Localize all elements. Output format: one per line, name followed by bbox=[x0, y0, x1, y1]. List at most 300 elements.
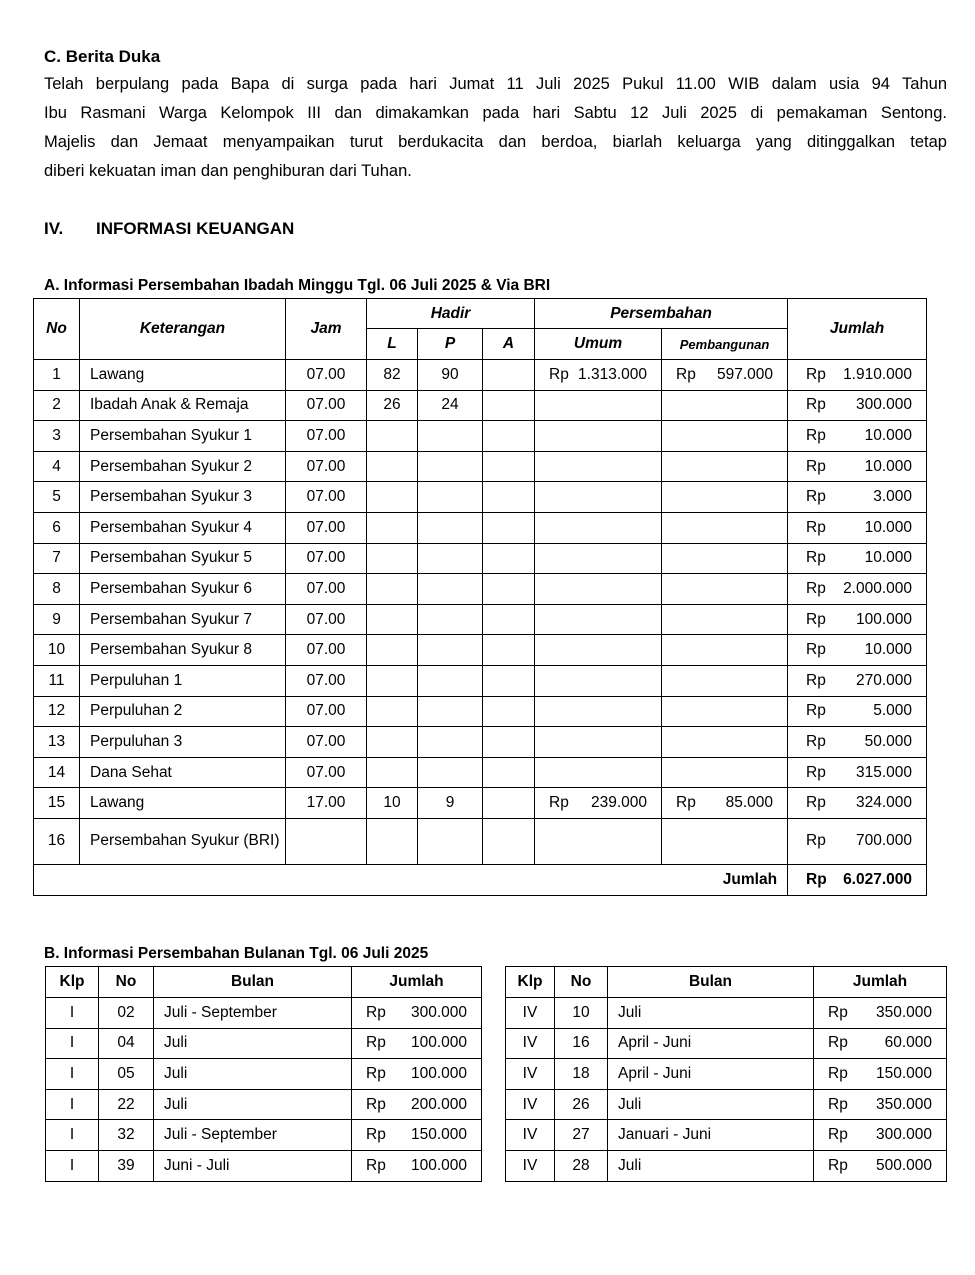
cell-pembangunan bbox=[662, 360, 788, 391]
header-jumlah: Jumlah bbox=[788, 299, 927, 360]
cell-no: 4 bbox=[34, 451, 80, 482]
cell-p: 90 bbox=[418, 360, 483, 391]
cell-l bbox=[367, 635, 418, 666]
header-hadir: Hadir bbox=[367, 299, 535, 329]
cell-a bbox=[483, 788, 535, 819]
currency-label: Rp bbox=[806, 794, 826, 812]
cell-no: 18 bbox=[555, 1059, 608, 1090]
cell-l bbox=[367, 482, 418, 513]
amount-value: 300.000 bbox=[410, 1003, 467, 1021]
cell-jumlah bbox=[788, 635, 927, 666]
table-row bbox=[34, 543, 927, 574]
table-row bbox=[34, 512, 927, 543]
cell-a bbox=[483, 421, 535, 452]
header-klp: Klp bbox=[506, 967, 555, 998]
cell-jumlah bbox=[788, 665, 927, 696]
cell-no: 3 bbox=[34, 421, 80, 452]
currency-label: Rp bbox=[806, 365, 826, 383]
table-row bbox=[46, 1059, 482, 1090]
persembahan-bulanan-table-left bbox=[45, 966, 482, 1182]
currency-label: Rp bbox=[806, 610, 826, 628]
currency-label: Rp bbox=[828, 1156, 848, 1174]
cell-jumlah bbox=[352, 1028, 482, 1059]
cell-pembangunan bbox=[662, 390, 788, 421]
cell-bulan: Januari - Juni bbox=[608, 1120, 814, 1151]
cell-klp: IV bbox=[506, 1120, 555, 1151]
cell-p: 24 bbox=[418, 390, 483, 421]
cell-a bbox=[483, 482, 535, 513]
cell-a bbox=[483, 360, 535, 391]
cell-bulan: Juli - September bbox=[154, 998, 352, 1029]
total-label: Jumlah bbox=[34, 864, 788, 895]
table-a-body bbox=[34, 360, 927, 865]
cell-p bbox=[418, 757, 483, 788]
cell-klp: I bbox=[46, 1150, 99, 1181]
cell-jumlah bbox=[788, 727, 927, 758]
cell-bulan: April - Juni bbox=[608, 1059, 814, 1090]
cell-p bbox=[418, 696, 483, 727]
currency-label: Rp bbox=[828, 1003, 848, 1021]
amount-value: 150.000 bbox=[410, 1126, 467, 1144]
cell-a bbox=[483, 543, 535, 574]
table-row bbox=[34, 360, 927, 391]
amount-value: 10.000 bbox=[864, 549, 913, 567]
cell-pembangunan bbox=[662, 696, 788, 727]
cell-a bbox=[483, 390, 535, 421]
total-value: 6.027.000 bbox=[843, 870, 913, 888]
cell-jumlah bbox=[788, 512, 927, 543]
section-number: IV. bbox=[44, 219, 64, 238]
cell-umum bbox=[535, 757, 662, 788]
cell-jam: 07.00 bbox=[286, 360, 367, 391]
cell-klp: IV bbox=[506, 1059, 555, 1090]
cell-jumlah bbox=[788, 482, 927, 513]
cell-pembangunan bbox=[662, 543, 788, 574]
amount-value: 300.000 bbox=[856, 396, 913, 414]
cell-pembangunan bbox=[662, 451, 788, 482]
table-b-title: B. Informasi Persembahan Bulanan Tgl. 06 Juli 2025 bbox=[44, 945, 429, 962]
cell-jumlah bbox=[788, 574, 927, 605]
cell-jam: 07.00 bbox=[286, 757, 367, 788]
cell-a bbox=[483, 574, 535, 605]
cell-bulan: Juli bbox=[608, 998, 814, 1029]
header-no: No bbox=[555, 967, 608, 998]
cell-a bbox=[483, 818, 535, 864]
header-keterangan: Keterangan bbox=[80, 299, 286, 360]
cell-keterangan: Persembahan Syukur 5 bbox=[80, 543, 286, 574]
cell-no: 11 bbox=[34, 665, 80, 696]
table-row bbox=[34, 482, 927, 513]
cell-jam: 07.00 bbox=[286, 604, 367, 635]
amount-value: 300.000 bbox=[875, 1126, 932, 1144]
cell-pembangunan bbox=[662, 727, 788, 758]
cell-l bbox=[367, 818, 418, 864]
currency-label: Rp bbox=[676, 794, 696, 812]
cell-p bbox=[418, 512, 483, 543]
cell-keterangan: Persembahan Syukur 1 bbox=[80, 421, 286, 452]
cell-klp: IV bbox=[506, 998, 555, 1029]
currency-label: Rp bbox=[806, 549, 826, 567]
cell-p bbox=[418, 818, 483, 864]
cell-p bbox=[418, 543, 483, 574]
cell-keterangan: Perpuluhan 1 bbox=[80, 665, 286, 696]
currency-label: Rp bbox=[806, 641, 826, 659]
cell-p bbox=[418, 451, 483, 482]
table-row bbox=[34, 604, 927, 635]
cell-keterangan: Dana Sehat bbox=[80, 757, 286, 788]
header-bulan: Bulan bbox=[608, 967, 814, 998]
currency-label: Rp bbox=[366, 1064, 386, 1082]
cell-keterangan: Persembahan Syukur (BRI) bbox=[80, 818, 286, 864]
cell-keterangan: Persembahan Syukur 6 bbox=[80, 574, 286, 605]
amount-value: 50.000 bbox=[864, 732, 913, 750]
table-b-left-body bbox=[46, 998, 482, 1182]
cell-a bbox=[483, 604, 535, 635]
currency-label: Rp bbox=[366, 1156, 386, 1174]
cell-l bbox=[367, 665, 418, 696]
header-p: P bbox=[418, 329, 483, 360]
cell-keterangan: Persembahan Syukur 8 bbox=[80, 635, 286, 666]
amount-value: 10.000 bbox=[864, 641, 913, 659]
cell-pembangunan bbox=[662, 788, 788, 819]
cell-l: 10 bbox=[367, 788, 418, 819]
persembahan-ibadah-table bbox=[33, 298, 927, 896]
header-jumlah: Jumlah bbox=[814, 967, 947, 998]
currency-label: Rp bbox=[806, 702, 826, 720]
table-row bbox=[34, 665, 927, 696]
cell-a bbox=[483, 512, 535, 543]
cell-bulan: Juli bbox=[608, 1150, 814, 1181]
currency-label: Rp bbox=[366, 1095, 386, 1113]
amount-value: 10.000 bbox=[864, 457, 913, 475]
cell-l bbox=[367, 512, 418, 543]
cell-jumlah bbox=[352, 1059, 482, 1090]
amount-value: 239.000 bbox=[590, 794, 648, 812]
cell-jumlah bbox=[788, 390, 927, 421]
table-b-right-body bbox=[506, 998, 947, 1182]
cell-no: 32 bbox=[99, 1120, 154, 1151]
cell-no: 6 bbox=[34, 512, 80, 543]
table-row bbox=[506, 1120, 947, 1151]
cell-pembangunan bbox=[662, 757, 788, 788]
amount-value: 100.000 bbox=[410, 1034, 467, 1052]
currency-label: Rp bbox=[828, 1034, 848, 1052]
cell-jumlah bbox=[788, 696, 927, 727]
cell-p bbox=[418, 604, 483, 635]
berita-duka-line: Majelis dan Jemaat menyampaikan turut berdukacita dan berdoa, biarlah keluarga yang ditinggalkan tetap bbox=[44, 133, 947, 151]
table-row bbox=[34, 757, 927, 788]
header-l: L bbox=[367, 329, 418, 360]
cell-bulan: Juli bbox=[154, 1059, 352, 1090]
cell-jumlah bbox=[814, 1150, 947, 1181]
cell-umum bbox=[535, 421, 662, 452]
table-row bbox=[46, 1120, 482, 1151]
amount-value: 270.000 bbox=[856, 671, 913, 689]
currency-label: Rp bbox=[806, 763, 826, 781]
cell-umum bbox=[535, 574, 662, 605]
cell-l bbox=[367, 757, 418, 788]
cell-no: 16 bbox=[555, 1028, 608, 1059]
cell-jam: 07.00 bbox=[286, 635, 367, 666]
cell-pembangunan bbox=[662, 574, 788, 605]
table-row bbox=[34, 635, 927, 666]
amount-value: 100.000 bbox=[410, 1156, 467, 1174]
cell-jam: 07.00 bbox=[286, 421, 367, 452]
cell-no: 27 bbox=[555, 1120, 608, 1151]
cell-klp: I bbox=[46, 998, 99, 1029]
currency-label: Rp bbox=[366, 1003, 386, 1021]
currency-label: Rp bbox=[828, 1064, 848, 1082]
cell-jumlah bbox=[788, 788, 927, 819]
cell-no: 2 bbox=[34, 390, 80, 421]
table-row bbox=[506, 1059, 947, 1090]
cell-no: 15 bbox=[34, 788, 80, 819]
cell-no: 04 bbox=[99, 1028, 154, 1059]
amount-value: 3.000 bbox=[873, 488, 913, 506]
cell-p bbox=[418, 421, 483, 452]
table-row bbox=[34, 574, 927, 605]
cell-jam: 07.00 bbox=[286, 543, 367, 574]
header-jam: Jam bbox=[286, 299, 367, 360]
cell-jumlah bbox=[352, 1120, 482, 1151]
table-row bbox=[46, 998, 482, 1029]
header-a: A bbox=[483, 329, 535, 360]
cell-klp: IV bbox=[506, 1150, 555, 1181]
cell-keterangan: Persembahan Syukur 4 bbox=[80, 512, 286, 543]
cell-no: 02 bbox=[99, 998, 154, 1029]
cell-p bbox=[418, 727, 483, 758]
section-title: INFORMASI KEUANGAN bbox=[96, 219, 295, 238]
table-row bbox=[34, 818, 927, 864]
amount-value: 350.000 bbox=[875, 1003, 932, 1021]
cell-bulan: Juni - Juli bbox=[154, 1150, 352, 1181]
cell-a bbox=[483, 635, 535, 666]
header-bulan: Bulan bbox=[154, 967, 352, 998]
cell-jumlah bbox=[788, 604, 927, 635]
cell-no: 39 bbox=[99, 1150, 154, 1181]
cell-klp: IV bbox=[506, 1028, 555, 1059]
header-no: No bbox=[99, 967, 154, 998]
cell-a bbox=[483, 665, 535, 696]
cell-umum bbox=[535, 512, 662, 543]
table-row bbox=[506, 1028, 947, 1059]
cell-no: 26 bbox=[555, 1089, 608, 1120]
currency-label: Rp bbox=[549, 365, 569, 383]
currency-label: Rp bbox=[676, 365, 696, 383]
table-row bbox=[34, 451, 927, 482]
cell-l bbox=[367, 696, 418, 727]
table-row bbox=[506, 998, 947, 1029]
amount-value: 5.000 bbox=[873, 702, 913, 720]
cell-no: 10 bbox=[555, 998, 608, 1029]
cell-p bbox=[418, 665, 483, 696]
cell-pembangunan bbox=[662, 512, 788, 543]
table-row bbox=[34, 727, 927, 758]
cell-jumlah bbox=[814, 1059, 947, 1090]
cell-no: 05 bbox=[99, 1059, 154, 1090]
cell-p bbox=[418, 635, 483, 666]
cell-l bbox=[367, 574, 418, 605]
cell-a bbox=[483, 727, 535, 758]
cell-jumlah bbox=[788, 543, 927, 574]
currency-label: Rp bbox=[828, 1095, 848, 1113]
cell-jam: 07.00 bbox=[286, 574, 367, 605]
cell-jumlah bbox=[788, 757, 927, 788]
cell-p bbox=[418, 482, 483, 513]
cell-umum bbox=[535, 635, 662, 666]
cell-pembangunan bbox=[662, 604, 788, 635]
cell-no: 5 bbox=[34, 482, 80, 513]
amount-value: 1.910.000 bbox=[843, 365, 913, 383]
currency-label: Rp bbox=[806, 488, 826, 506]
cell-jam: 07.00 bbox=[286, 665, 367, 696]
amount-value: 60.000 bbox=[884, 1034, 932, 1052]
currency-label: Rp bbox=[806, 579, 826, 597]
cell-klp: I bbox=[46, 1089, 99, 1120]
header-persembahan: Persembahan bbox=[535, 299, 788, 329]
cell-pembangunan bbox=[662, 482, 788, 513]
header-no: No bbox=[34, 299, 80, 360]
table-row bbox=[34, 421, 927, 452]
berita-duka-line: Telah berpulang pada Bapa di surga pada hari Jumat 11 Juli 2025 Pukul 11.00 WIB dalam usia 94 Tahun bbox=[44, 75, 947, 93]
currency-label: Rp bbox=[806, 457, 826, 475]
berita-duka-title: C. Berita Duka bbox=[44, 47, 161, 66]
cell-no: 28 bbox=[555, 1150, 608, 1181]
amount-value: 324.000 bbox=[856, 794, 913, 812]
cell-jumlah bbox=[788, 451, 927, 482]
cell-l bbox=[367, 543, 418, 574]
table-row bbox=[46, 1150, 482, 1181]
table-row bbox=[34, 390, 927, 421]
cell-keterangan: Perpuluhan 2 bbox=[80, 696, 286, 727]
amount-value: 100.000 bbox=[410, 1064, 467, 1082]
section-heading bbox=[44, 219, 947, 239]
cell-jam: 07.00 bbox=[286, 512, 367, 543]
cell-keterangan: Perpuluhan 3 bbox=[80, 727, 286, 758]
table-row bbox=[506, 1150, 947, 1181]
berita-duka-paragraph bbox=[44, 70, 947, 186]
amount-value: 10.000 bbox=[864, 518, 913, 536]
cell-umum bbox=[535, 788, 662, 819]
cell-jumlah bbox=[352, 1150, 482, 1181]
cell-jumlah bbox=[352, 1089, 482, 1120]
currency-label: Rp bbox=[549, 794, 569, 812]
cell-pembangunan bbox=[662, 818, 788, 864]
cell-jam bbox=[286, 818, 367, 864]
cell-jam: 07.00 bbox=[286, 390, 367, 421]
cell-pembangunan bbox=[662, 635, 788, 666]
cell-umum bbox=[535, 543, 662, 574]
currency-label: Rp bbox=[806, 518, 826, 536]
cell-no: 9 bbox=[34, 604, 80, 635]
amount-value: 1.313.000 bbox=[578, 365, 648, 383]
cell-jumlah bbox=[788, 818, 927, 864]
cell-keterangan: Persembahan Syukur 3 bbox=[80, 482, 286, 513]
cell-umum bbox=[535, 604, 662, 635]
cell-l: 26 bbox=[367, 390, 418, 421]
cell-keterangan: Persembahan Syukur 7 bbox=[80, 604, 286, 635]
cell-no: 22 bbox=[99, 1089, 154, 1120]
cell-jam: 07.00 bbox=[286, 696, 367, 727]
cell-klp: IV bbox=[506, 1089, 555, 1120]
amount-value: 200.000 bbox=[410, 1095, 467, 1113]
table-row bbox=[34, 788, 927, 819]
cell-no: 7 bbox=[34, 543, 80, 574]
table-a-title: A. Informasi Persembahan Ibadah Minggu Tgl. 06 Juli 2025 & Via BRI bbox=[44, 277, 551, 294]
cell-jam: 07.00 bbox=[286, 482, 367, 513]
cell-keterangan: Lawang bbox=[80, 360, 286, 391]
cell-p bbox=[418, 574, 483, 605]
table-row bbox=[506, 1089, 947, 1120]
cell-l bbox=[367, 421, 418, 452]
berita-duka-line: diberi kekuatan iman dan penghiburan dari Tuhan. bbox=[44, 162, 412, 180]
cell-umum bbox=[535, 360, 662, 391]
amount-value: 315.000 bbox=[856, 763, 913, 781]
cell-p: 9 bbox=[418, 788, 483, 819]
cell-bulan: Juli bbox=[608, 1089, 814, 1120]
cell-bulan: April - Juni bbox=[608, 1028, 814, 1059]
header-umum: Umum bbox=[535, 329, 662, 360]
cell-jumlah bbox=[788, 421, 927, 452]
amount-value: 597.000 bbox=[717, 365, 774, 383]
cell-pembangunan bbox=[662, 665, 788, 696]
amount-value: 100.000 bbox=[856, 610, 913, 628]
cell-jam: 17.00 bbox=[286, 788, 367, 819]
cell-keterangan: Persembahan Syukur 2 bbox=[80, 451, 286, 482]
persembahan-bulanan-table-right bbox=[505, 966, 947, 1182]
table-row bbox=[46, 1089, 482, 1120]
cell-l bbox=[367, 451, 418, 482]
cell-no: 16 bbox=[34, 818, 80, 864]
cell-jumlah bbox=[814, 998, 947, 1029]
cell-l: 82 bbox=[367, 360, 418, 391]
cell-l bbox=[367, 604, 418, 635]
cell-umum bbox=[535, 818, 662, 864]
cell-bulan: Juli bbox=[154, 1089, 352, 1120]
cell-a bbox=[483, 451, 535, 482]
cell-umum bbox=[535, 727, 662, 758]
table-row bbox=[46, 1028, 482, 1059]
amount-value: 85.000 bbox=[725, 794, 774, 812]
cell-jam: 07.00 bbox=[286, 727, 367, 758]
cell-keterangan: Lawang bbox=[80, 788, 286, 819]
total-rp: Rp bbox=[806, 870, 827, 888]
currency-label: Rp bbox=[806, 396, 826, 414]
amount-value: 350.000 bbox=[875, 1095, 932, 1113]
cell-keterangan: Ibadah Anak & Remaja bbox=[80, 390, 286, 421]
cell-jumlah bbox=[814, 1089, 947, 1120]
cell-jumlah bbox=[814, 1120, 947, 1151]
total-cell bbox=[788, 864, 927, 895]
cell-no: 12 bbox=[34, 696, 80, 727]
cell-umum bbox=[535, 665, 662, 696]
cell-no: 8 bbox=[34, 574, 80, 605]
cell-no: 1 bbox=[34, 360, 80, 391]
header-jumlah: Jumlah bbox=[352, 967, 482, 998]
cell-jumlah bbox=[352, 998, 482, 1029]
currency-label: Rp bbox=[828, 1126, 848, 1144]
currency-label: Rp bbox=[806, 426, 826, 444]
cell-pembangunan bbox=[662, 421, 788, 452]
amount-value: 2.000.000 bbox=[843, 579, 913, 597]
cell-a bbox=[483, 696, 535, 727]
cell-jumlah bbox=[788, 360, 927, 391]
cell-no: 10 bbox=[34, 635, 80, 666]
cell-no: 14 bbox=[34, 757, 80, 788]
cell-umum bbox=[535, 390, 662, 421]
cell-jumlah bbox=[814, 1028, 947, 1059]
header-klp: Klp bbox=[46, 967, 99, 998]
